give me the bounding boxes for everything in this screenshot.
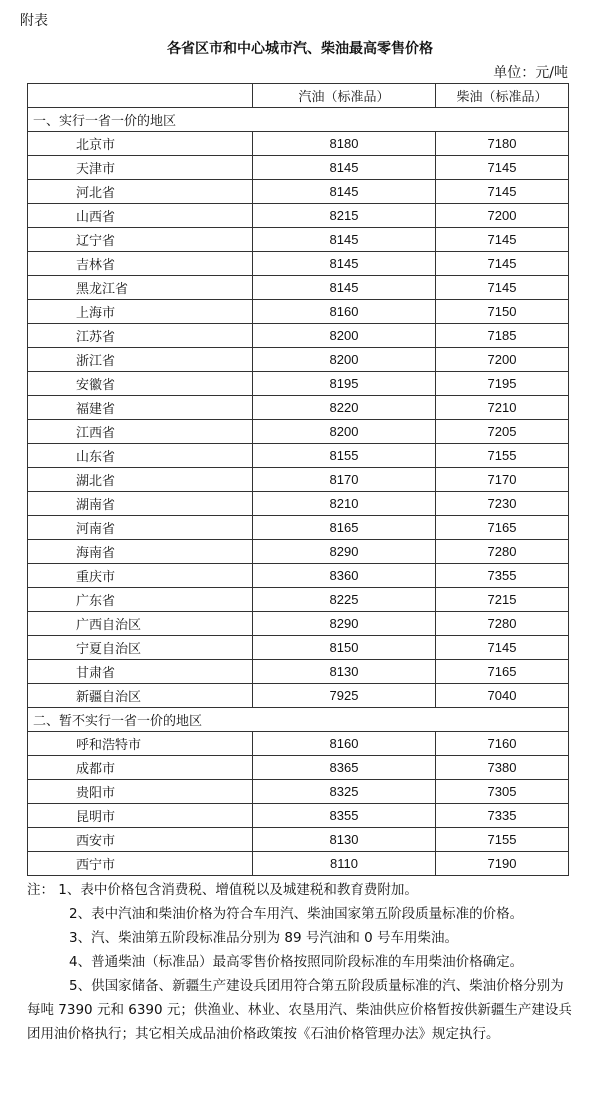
table-row [28,540,569,564]
gasoline-price: 8225 [253,588,436,612]
header-gasoline: 汽油（标准品） [253,84,436,108]
diesel-price: 7355 [436,564,569,588]
table-row [28,684,569,708]
diesel-price: 7180 [436,132,569,156]
table-header-row [28,84,569,108]
gasoline-price: 8145 [253,228,436,252]
table-row [28,588,569,612]
section-title: 一、实行一省一价的地区 [28,108,569,132]
region-name: 上海市 [28,300,253,324]
diesel-price: 7145 [436,180,569,204]
gasoline-price: 8220 [253,396,436,420]
table-row [28,804,569,828]
region-name: 广西自治区 [28,612,253,636]
region-name: 成都市 [28,756,253,780]
diesel-price: 7040 [436,684,569,708]
gasoline-price: 8180 [253,132,436,156]
region-name: 湖南省 [28,492,253,516]
gasoline-price: 8110 [253,852,436,876]
table-row [28,300,569,324]
gasoline-price: 8160 [253,732,436,756]
table-row [28,780,569,804]
region-name: 重庆市 [28,564,253,588]
diesel-price: 7205 [436,420,569,444]
table-row [28,132,569,156]
diesel-price: 7185 [436,324,569,348]
region-name: 西宁市 [28,852,253,876]
diesel-price: 7280 [436,540,569,564]
table-row [28,492,569,516]
section-row [28,108,569,132]
region-name: 宁夏自治区 [28,636,253,660]
gasoline-price: 8325 [253,780,436,804]
gasoline-price: 8130 [253,828,436,852]
gasoline-price: 8200 [253,324,436,348]
price-table [27,83,569,876]
region-name: 贵阳市 [28,780,253,804]
diesel-price: 7145 [436,156,569,180]
diesel-price: 7195 [436,372,569,396]
region-name: 河南省 [28,516,253,540]
gasoline-price: 7925 [253,684,436,708]
table-row [28,180,569,204]
region-name: 湖北省 [28,468,253,492]
region-name: 辽宁省 [28,228,253,252]
region-name: 天津市 [28,156,253,180]
table-row [28,396,569,420]
table-row [28,252,569,276]
gasoline-price: 8155 [253,444,436,468]
table-row [28,828,569,852]
table-row [28,420,569,444]
diesel-price: 7155 [436,444,569,468]
diesel-price: 7190 [436,852,569,876]
diesel-price: 7305 [436,780,569,804]
gasoline-price: 8215 [253,204,436,228]
region-name: 新疆自治区 [28,684,253,708]
diesel-price: 7230 [436,492,569,516]
table-row [28,636,569,660]
diesel-price: 7145 [436,228,569,252]
region-name: 山西省 [28,204,253,228]
diesel-price: 7335 [436,804,569,828]
gasoline-price: 8365 [253,756,436,780]
note-4: 4、普通柴油（标准品）最高零售价格按照同阶段标准的车用柴油价格确定。 [69,954,524,970]
diesel-price: 7200 [436,348,569,372]
diesel-price: 7150 [436,300,569,324]
gasoline-price: 8170 [253,468,436,492]
region-name: 甘肃省 [28,660,253,684]
diesel-price: 7145 [436,252,569,276]
table-row [28,348,569,372]
gasoline-price: 8210 [253,492,436,516]
region-name: 江西省 [28,420,253,444]
table-row [28,276,569,300]
region-name: 江苏省 [28,324,253,348]
gasoline-price: 8200 [253,420,436,444]
diesel-price: 7380 [436,756,569,780]
table-row [28,444,569,468]
note-2: 2、表中汽油和柴油价格为符合车用汽、柴油国家第五阶段质量标准的价格。 [69,906,524,922]
notes-section [27,878,572,1046]
diesel-price: 7170 [436,468,569,492]
table-row [28,372,569,396]
region-name: 河北省 [28,180,253,204]
table-row [28,732,569,756]
diesel-price: 7160 [436,732,569,756]
region-name: 浙江省 [28,348,253,372]
region-name: 福建省 [28,396,253,420]
gasoline-price: 8160 [253,300,436,324]
attachment-label: 附表 [20,13,48,29]
diesel-price: 7165 [436,660,569,684]
note-3: 3、汽、柴油第五阶段标准品分别为 89 号汽油和 0 号车用柴油。 [69,930,459,946]
diesel-price: 7280 [436,612,569,636]
table-row [28,564,569,588]
page-title: 各省区市和中心城市汽、柴油最高零售价格 [167,41,433,57]
table-row [28,156,569,180]
note-1: 注： 1、表中价格包含消费税、增值税以及城建税和教育费附加。 [27,882,418,898]
diesel-price: 7210 [436,396,569,420]
diesel-price: 7200 [436,204,569,228]
table-row [28,852,569,876]
note-5: 5、供国家储备、新疆生产建设兵团用符合第五阶段质量标准的汽、柴油价格分别为每吨 7390 元和 6390 元；供渔业、林业、农垦用汽、柴油供应价格暂按供新疆生产建设兵团用油价格执行；其它相关成品油价格政策按《石油价格管理办法》规定执行。 [27,978,572,1042]
table-row [28,516,569,540]
gasoline-price: 8130 [253,660,436,684]
diesel-price: 7215 [436,588,569,612]
diesel-price: 7155 [436,828,569,852]
gasoline-price: 8150 [253,636,436,660]
table-row [28,660,569,684]
table-row [28,612,569,636]
table-row [28,228,569,252]
region-name: 吉林省 [28,252,253,276]
gasoline-price: 8290 [253,612,436,636]
region-name: 黑龙江省 [28,276,253,300]
gasoline-price: 8360 [253,564,436,588]
section-title: 二、暂不实行一省一价的地区 [28,708,569,732]
gasoline-price: 8195 [253,372,436,396]
diesel-price: 7145 [436,276,569,300]
gasoline-price: 8145 [253,276,436,300]
region-name: 广东省 [28,588,253,612]
table-row [28,324,569,348]
gasoline-price: 8145 [253,156,436,180]
header-diesel: 柴油（标准品） [436,84,569,108]
region-name: 昆明市 [28,804,253,828]
table-row [28,756,569,780]
section-row [28,708,569,732]
gasoline-price: 8145 [253,252,436,276]
gasoline-price: 8165 [253,516,436,540]
unit-label: 单位：元/吨 [493,65,568,81]
gasoline-price: 8290 [253,540,436,564]
region-name: 北京市 [28,132,253,156]
region-name: 山东省 [28,444,253,468]
diesel-price: 7165 [436,516,569,540]
region-name: 西安市 [28,828,253,852]
gasoline-price: 8355 [253,804,436,828]
header-region [28,84,253,108]
table-row [28,204,569,228]
gasoline-price: 8145 [253,180,436,204]
region-name: 海南省 [28,540,253,564]
table-row [28,468,569,492]
diesel-price: 7145 [436,636,569,660]
region-name: 呼和浩特市 [28,732,253,756]
gasoline-price: 8200 [253,348,436,372]
region-name: 安徽省 [28,372,253,396]
